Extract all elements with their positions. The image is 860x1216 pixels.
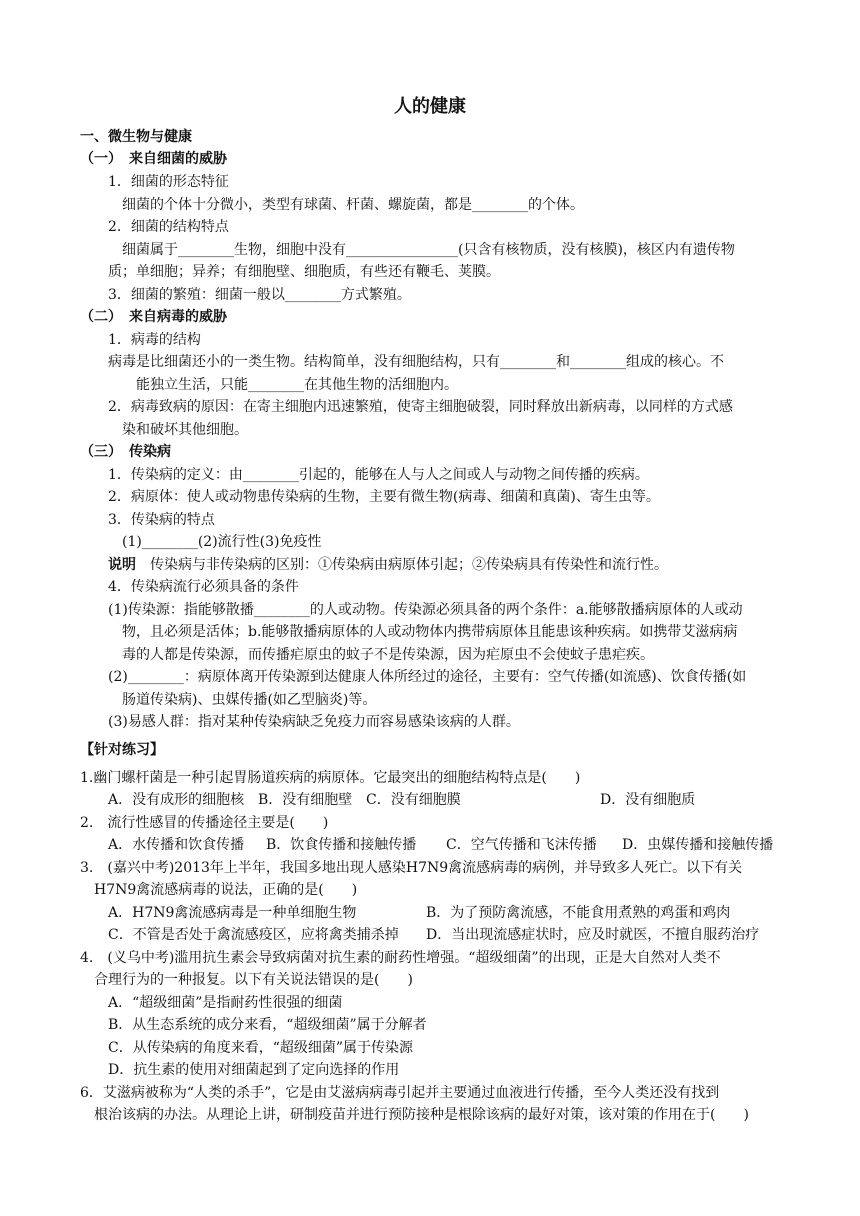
text-line: 说明 传染病与非传染病的区别：①传染病由病原体引起；②传染病具有传染性和流行性。 bbox=[108, 557, 668, 573]
section-heading: （三） 传染病 bbox=[80, 444, 171, 460]
text-line: 肠道传染病)、虫媒传播(如乙型脑炎)等。 bbox=[122, 692, 377, 708]
text-line: 染和破坏其他细胞。 bbox=[122, 422, 248, 438]
text-line: D．抗生素的使用对细菌起到了定向选择的作用 bbox=[108, 1062, 400, 1078]
section-heading: 一、微生物与健康 bbox=[80, 129, 192, 145]
answer-option: B．为了预防禽流感，不能食用煮熟的鸡蛋和鸡肉 bbox=[426, 905, 731, 921]
section-heading: （二） 来自病毒的威胁 bbox=[80, 309, 227, 325]
text-line: 6．艾滋病被称为“人类的杀手”，它是由艾滋病病毒引起并主要通过血液进行传播，至今人类还没有找到 bbox=[80, 1085, 720, 1101]
text-line: 1.幽门螺杆菌是一种引起胃肠道疾病的病原体。它最突出的细胞结构特点是( ) bbox=[80, 770, 581, 786]
text-line: 2．病毒致病的原因：在寄主细胞内迅速繁殖，使寄主细胞破裂，同时释放出新病毒，以同样的方式感 bbox=[108, 399, 733, 415]
text-line: A．“超级细菌”是指耐药性很强的细菌 bbox=[108, 995, 343, 1011]
text-line: 根治该病的办法。从理论上讲，研制疫苗并进行预防接种是根除该病的最好对策，该对策的作用在于( ) bbox=[94, 1107, 749, 1123]
text-line: 1．传染病的定义：由________引起的，能够在人与人之间或人与动物之间传播的疾病。 bbox=[108, 467, 649, 483]
text-line: 病毒是比细菌还小的一类生物。结构简单，没有细胞结构，只有________和________组成的核心。不 bbox=[108, 354, 724, 370]
text-line: 毒的人都是传染源，而传播疟原虫的蚊子不是传染源，因为疟原虫不会使蚊子患疟疾。 bbox=[122, 647, 654, 663]
text-line: 3．细菌的繁殖：细菌一般以________方式繁殖。 bbox=[108, 287, 411, 303]
answer-option: D．当出现流感症状时，应及时就医，不擅自服药治疗 bbox=[426, 927, 760, 943]
text-line: 物，且必须是活体；b.能够散播病原体的人或动物体内携带病原体且能患该种疾病。如携带艾滋病病 bbox=[122, 624, 738, 640]
text-line: 3. (嘉兴中考)2013年上半年，我国多地出现人感染H7N9禽流感病毒的病例，并导致多人死亡。以下有关 bbox=[80, 860, 743, 876]
text-line: B．从生态系统的成分来看，“超级细菌”属于分解者 bbox=[108, 1017, 427, 1033]
text-line: 1．细菌的形态特征 bbox=[108, 174, 229, 190]
text-line: 2．细菌的结构特点 bbox=[108, 219, 229, 235]
answer-option: D．没有细胞质 bbox=[600, 792, 696, 808]
answer-option: B．没有细胞壁 bbox=[258, 792, 353, 808]
text-line: C．从传染病的角度来看，“超级细菌”属于传染源 bbox=[108, 1040, 414, 1056]
text-line: (1)传染源：指能够散播________的人或动物。传染源必须具备的两个条件：a.能够散播病原体的人或动 bbox=[108, 602, 743, 618]
answer-option: C．没有细胞膜 bbox=[366, 792, 461, 808]
answer-option: A．H7N9禽流感病毒是一种单细胞生物 bbox=[108, 905, 357, 921]
text-line: (3)易感人群：指对某种传染病缺乏免疫力而容易感染该病的人群。 bbox=[108, 714, 520, 730]
text-line: 能独立生活，只能________在其他生物的活细胞内。 bbox=[136, 377, 458, 393]
page-title: 人的健康 bbox=[394, 96, 466, 117]
text-line: 4. (义乌中考)滥用抗生素会导致病菌对抗生素的耐药性增强。“超级细菌”的出现，正是大自然对人类不 bbox=[80, 950, 721, 966]
text-line: H7N9禽流感病毒的说法，正确的是( ) bbox=[94, 882, 358, 898]
answer-option: B．饮食传播和接触传播 bbox=[266, 837, 417, 853]
text-line: (1)________(2)流行性(3)免疫性 bbox=[122, 534, 322, 550]
section-heading: （一） 来自细菌的威胁 bbox=[80, 151, 227, 167]
text-line: 4．传染病流行必须具备的条件 bbox=[108, 579, 299, 595]
text-line: 2．病原体：使人或动物患传染病的生物，主要有微生物(病毒、细菌和真菌)、寄生虫等。 bbox=[108, 489, 660, 505]
text-line: (2)________：病原体离开传染源到达健康人体所经过的途径，主要有：空气传播(如流感)、饮食传播(如 bbox=[108, 669, 747, 685]
answer-option: C．空气传播和飞沫传播 bbox=[446, 837, 597, 853]
text-line: 细菌的个体十分微小，类型有球菌、杆菌、螺旋菌，都是________的个体。 bbox=[122, 197, 584, 213]
section-heading: 【针对练习】 bbox=[80, 742, 164, 758]
text-line: 1．病毒的结构 bbox=[108, 332, 201, 348]
answer-option: C．不管是否处于禽流感疫区，应将禽类捕杀掉 bbox=[108, 927, 399, 943]
text-line: 2. 流行性感冒的传播途径主要是( ) bbox=[80, 815, 329, 831]
note-label: 说明 bbox=[108, 557, 136, 573]
text-line: 3．传染病的特点 bbox=[108, 512, 215, 528]
answer-option: D．虫媒传播和接触传播 bbox=[622, 837, 774, 853]
answer-option: A．没有成形的细胞核 bbox=[108, 792, 245, 808]
text-line: 质；单细胞；异养；有细胞壁、细胞质，有些还有鞭毛、荚膜。 bbox=[108, 264, 500, 280]
text-line: 细菌属于________生物，细胞中没有________________(只含有核物质，没有核膜)，核区内有遗传物 bbox=[122, 242, 735, 258]
text-line: 合理行为的一种报复。以下有关说法错误的是( ) bbox=[94, 972, 413, 988]
answer-option: A．水传播和饮食传播 bbox=[108, 837, 245, 853]
